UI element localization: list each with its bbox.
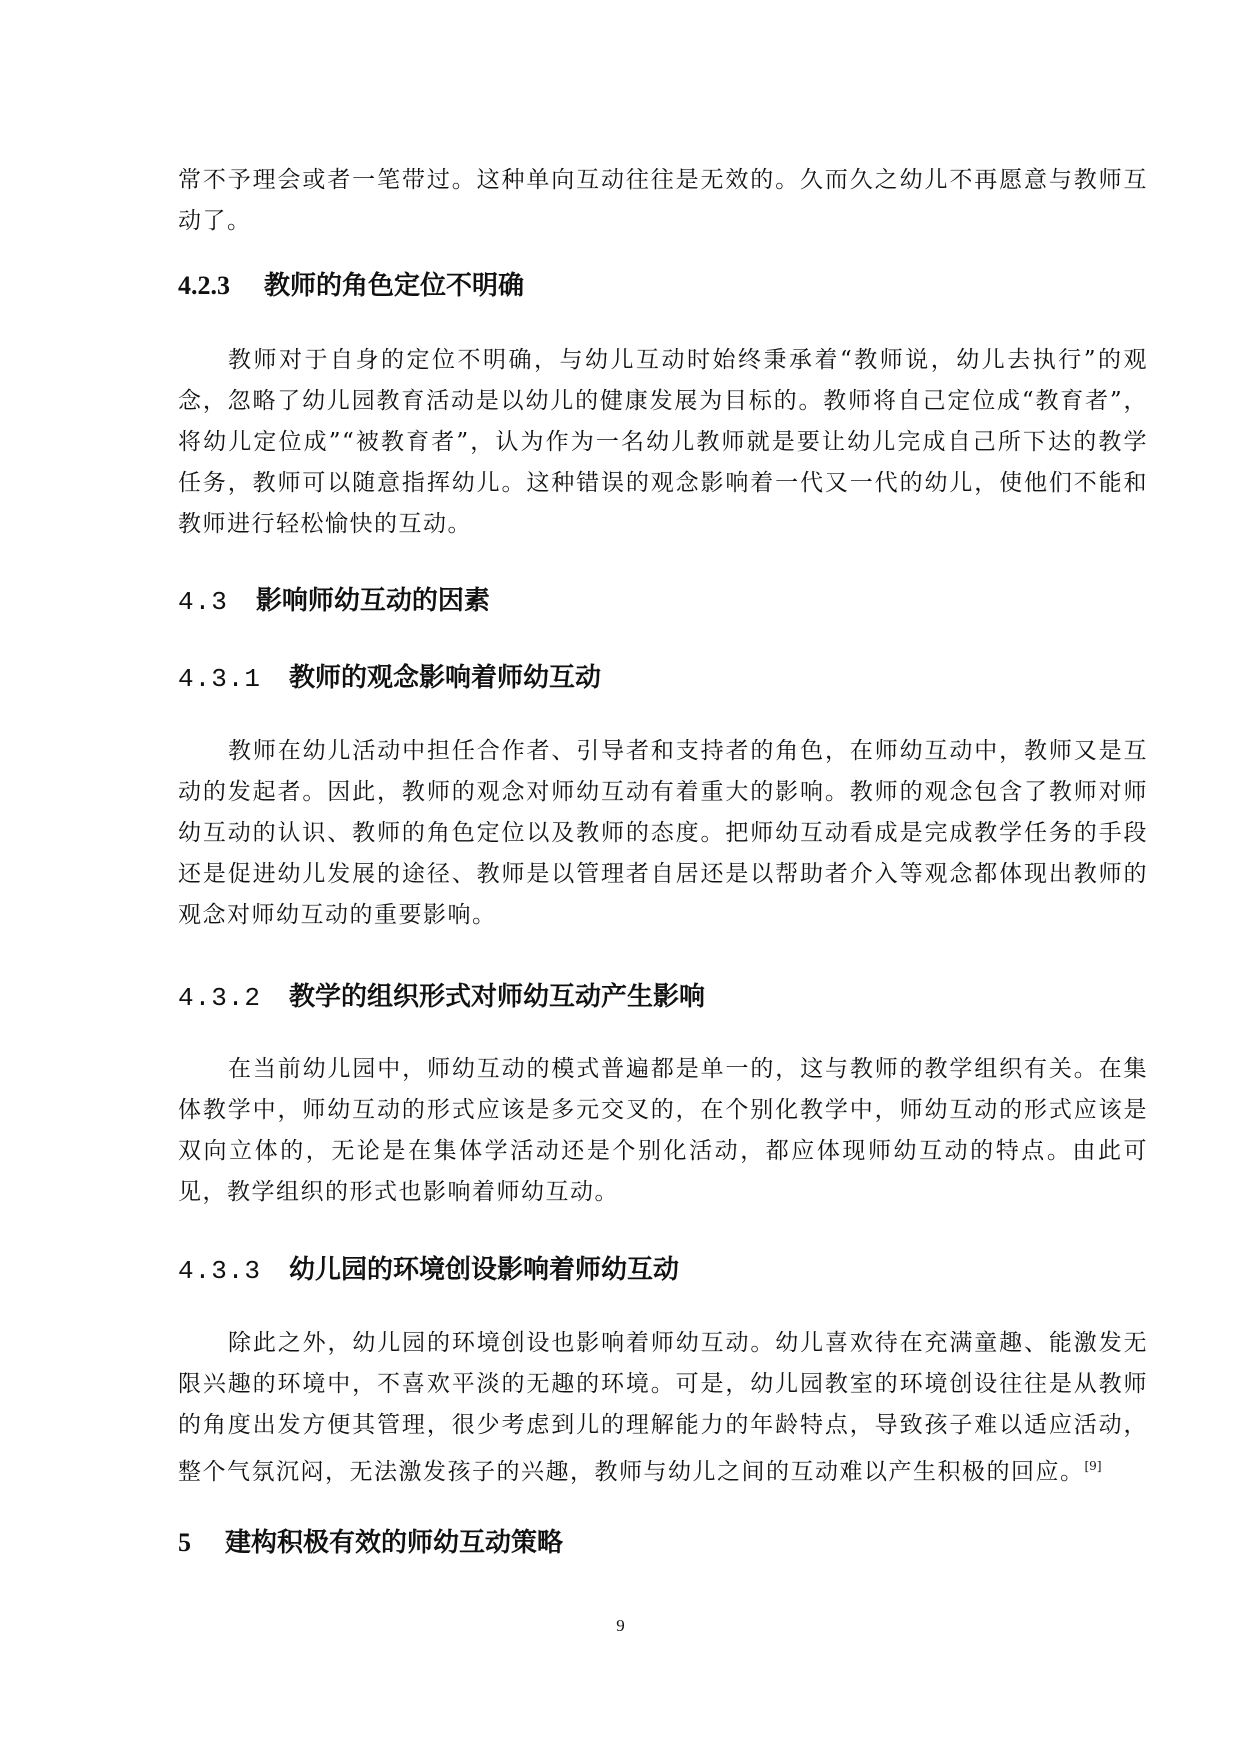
- section-number: 4.3.2: [178, 983, 262, 1013]
- paragraph-text: 常不予理会或者一笔带过。这种单向互动往往是无效的。久而久之幼儿不再愿意与教师互动了。: [178, 167, 1148, 234]
- paragraph-text: 除此之外，幼儿园的环境创设也影响着师幼互动。幼儿喜欢待在充满童趣、能激发无限兴趣的环境中，不喜欢平淡的无趣的环境。可是，幼儿园教室的环境创设往往是从教师的角度出发方便其管理，很少考虑到儿的理解能力的年龄特点，导致孩子难以适应活动，整个气氛沉闷，无法激发孩子的兴趣，教师与幼儿之间的互动难以产生积极的回应。: [178, 1330, 1148, 1485]
- section-title: 教师的角色定位不明确: [264, 271, 525, 301]
- section-title: 建构积极有效的师幼互动策略: [225, 1528, 564, 1558]
- paragraph-organization-form: [178, 1049, 1148, 1213]
- paragraph-text: 教师对于自身的定位不明确，与幼儿互动时始终秉承着“教师说，幼儿去执行”的观念，忽略了幼儿园教育活动是以幼儿的健康发展为目标的。教师将自己定位成“教育者”，将幼儿定位成”“被教育者”，认为作为一名幼儿教师就是要让幼儿完成自己所下达的教学任务，教师可以随意指挥幼儿。这种错误的观念影响着一代又一代的幼儿，使他们不能和教师进行轻松愉快的互动。: [178, 347, 1148, 537]
- section-heading-4-2-3: [178, 268, 524, 304]
- section-heading-4-3: [178, 583, 490, 620]
- section-number: 4.3: [178, 587, 228, 617]
- paragraph-teacher-beliefs: [178, 731, 1148, 936]
- section-number: 4.3.1: [178, 664, 262, 694]
- paragraph-text: 教师在幼儿活动中担任合作者、引导者和支持者的角色，在师幼互动中，教师又是互动的发起者。因此，教师的观念对师幼互动有着重大的影响。教师的观念包含了教师对师幼互动的认识、教师的角色定位以及教师的态度。把师幼互动看成是完成教学任务的手段还是促进幼儿发展的途径、教师是以管理者自居还是以帮助者介入等观念都体现出教师的观念对师幼互动的重要影响。: [178, 738, 1148, 928]
- section-heading-5: [178, 1525, 563, 1561]
- citation-marker: [9]: [1084, 1459, 1102, 1473]
- section-title: 幼儿园的环境创设影响着师幼互动: [289, 1255, 680, 1285]
- section-title: 教师的观念影响着师幼互动: [289, 663, 602, 693]
- page-number: 9: [616, 1616, 625, 1635]
- section-title: 教学的组织形式对师幼互动产生影响: [289, 982, 706, 1012]
- section-heading-4-3-3: [178, 1252, 679, 1289]
- section-number: 4.2.3: [178, 271, 230, 300]
- paragraph-text: 在当前幼儿园中，师幼互动的模式普遍都是单一的，这与教师的教学组织有关。在集体教学中，师幼互动的形式应该是多元交叉的，在个别化教学中，师幼互动的形式应该是双向立体的，无论是在集体学活动还是个别化活动，都应体现师幼互动的特点。由此可见，教学组织的形式也影响着师幼互动。: [178, 1056, 1148, 1205]
- section-number: 4.3.3: [178, 1256, 262, 1286]
- section-title: 影响师幼互动的因素: [255, 586, 490, 616]
- section-heading-4-3-2: [178, 979, 705, 1016]
- paragraph-environment: [178, 1323, 1148, 1493]
- paragraph-continued: [178, 160, 1148, 242]
- paragraph-role-positioning: [178, 340, 1148, 545]
- section-heading-4-3-1: [178, 660, 601, 697]
- section-number: 5: [178, 1528, 191, 1557]
